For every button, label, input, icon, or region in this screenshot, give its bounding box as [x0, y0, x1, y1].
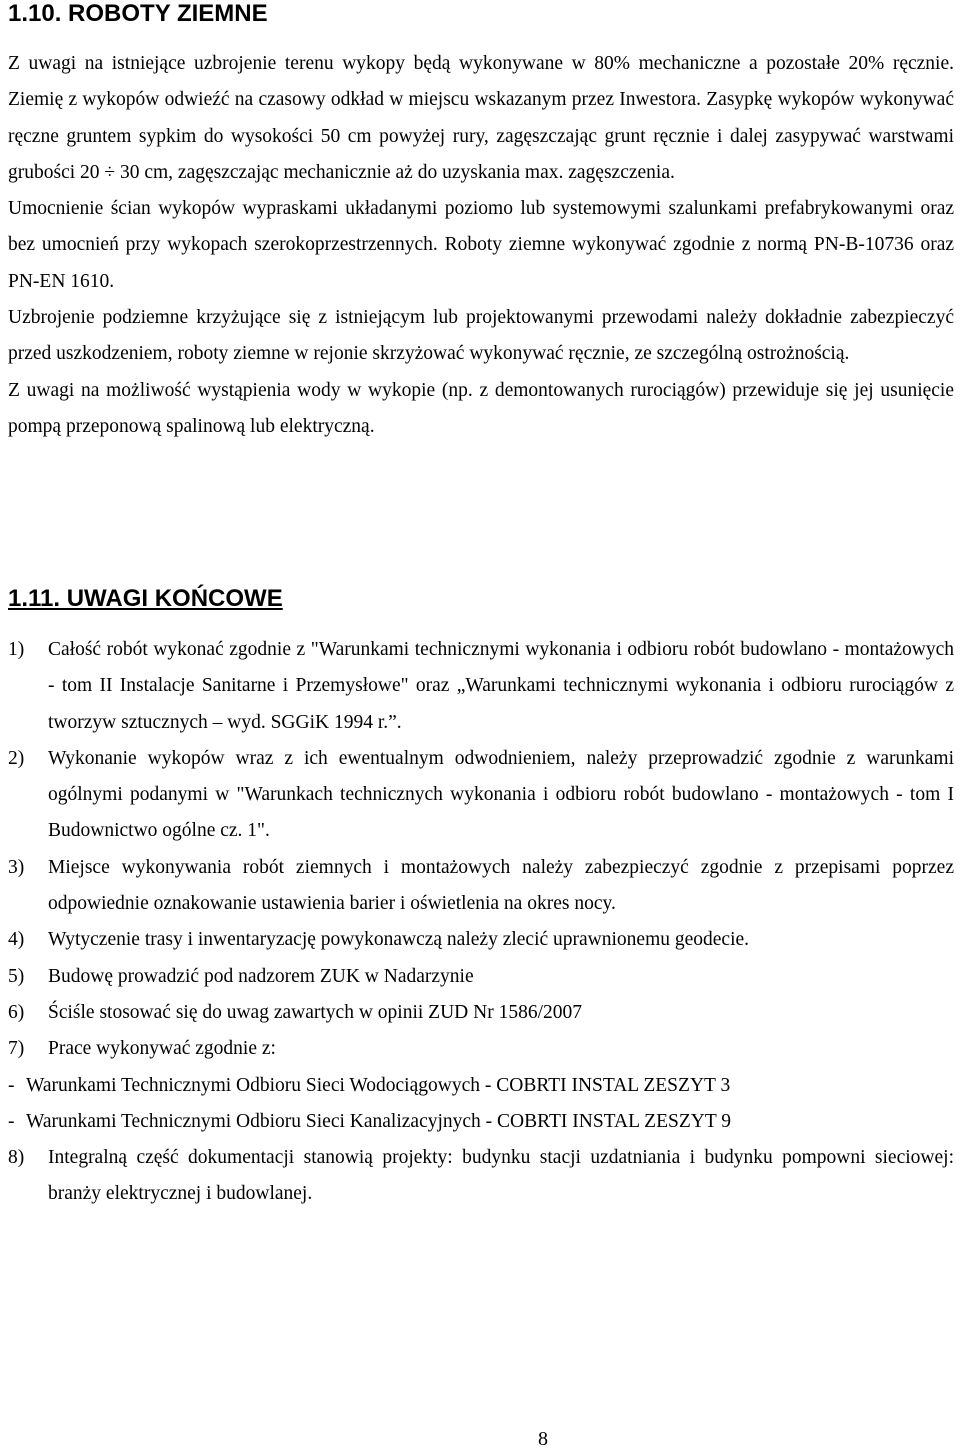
list-item	[8, 632, 954, 741]
list-number: 6)	[8, 1001, 25, 1023]
list-item	[8, 1140, 954, 1213]
list-text: Wykonanie wykopów wraz z ich ewentualnym odwodnieniem, należy przeprowadzić zgodnie z warunkami ogólnymi podanymi w "Warunkach technicznych wykonania i odbioru robót budowlano - montażowych - tom I Budownictwo ogólne cz. 1".	[48, 747, 954, 842]
list-text: Prace wykonywać zgodnie z:	[48, 1038, 276, 1060]
list-number: 2)	[8, 747, 25, 769]
list-text: Integralną część dokumentacji stanowią projekty: budynku stacji uzdatniania i budynku pompowni sieciowej: branży elektrycznej i budowlanej.	[48, 1147, 954, 1205]
list-text: Wytyczenie trasy i inwentaryzację powykonawczą należy zlecić uprawnionemu geodecie.	[48, 929, 750, 951]
list-text: Miejsce wykonywania robót ziemnych i montażowych należy zabezpieczyć zgodnie z przepisami poprzez odpowiednie oznakowanie ustawienia barier i oświetlenia na okres nocy.	[48, 856, 954, 915]
section-heading-roboty-ziemne: 1.10. ROBOTY ZIEMNE	[8, 0, 268, 27]
list-text: Ściśle stosować się do uwag zawartych w opinii ZUD Nr 1586/2007	[48, 1001, 582, 1023]
list-number: 4)	[8, 929, 25, 951]
dash-marker: -	[8, 1110, 15, 1132]
list-item	[8, 995, 954, 1031]
list-item	[8, 959, 954, 995]
numbered-list	[8, 632, 954, 1213]
section-body-roboty-ziemne	[8, 46, 954, 445]
paragraph: Z uwagi na możliwość wystąpienia wody w wykopie (np. z demontowanych rurociągów) przewiduje się jej usunięcie pompą przeponową spalinową lub elektryczną.	[8, 379, 954, 437]
dash-item	[8, 1104, 954, 1140]
dash-text: Warunkami Technicznymi Odbioru Sieci Kanalizacyjnych - COBRTI INSTAL ZESZYT 9	[26, 1110, 732, 1132]
dash-text: Warunkami Technicznymi Odbioru Sieci Wodociągowych - COBRTI INSTAL ZESZYT 3	[26, 1074, 731, 1096]
list-number: 3)	[8, 856, 25, 878]
list-text: Budowę prowadzić pod nadzorem ZUK w Nadarzynie	[48, 965, 474, 987]
paragraph: Uzbrojenie podziemne krzyżujące się z istniejącym lub projektowanymi przewodami należy dokładnie zabezpieczyć przed uszkodzeniem, roboty ziemne w rejonie skrzyżować wykonywać ręcznie, ze szczególną ostrożnością.	[8, 307, 954, 365]
paragraph: Z uwagi na istniejące uzbrojenie terenu wykopy będą wykonywane w 80% mechaniczne a pozostałe 20% ręcznie. Ziemię z wykopów odwieźć na czasowy odkład w miejscu wskazanym przez Inwestora. Zasypkę wykopów wykonywać ręczne gruntem sypkim do wysokości 50 cm powyżej rury, zagęszczając grunt ręcznie i dalej zasypywać warstwami grubości 20 ÷ 30 cm, zagęszczając mechanicznie aż do uzyskania max. zagęszczenia.	[8, 53, 954, 183]
list-number: 7)	[8, 1038, 25, 1060]
section-heading-uwagi-koncowe: 1.11. UWAGI KOŃCOWE	[8, 585, 283, 612]
list-item	[8, 741, 954, 850]
dash-marker: -	[8, 1074, 15, 1096]
list-number: 8)	[8, 1147, 25, 1169]
list-text: Całość robót wykonać zgodnie z "Warunkami technicznymi wykonania i odbioru robót budowlano - montażowych - tom II Instalacje Sanitarne i Przemysłowe" oraz „Warunkami technicznymi wykonania i odbioru rurociągów z tworzyw sztucznych – wyd. SGGiK 1994 r.”.	[48, 639, 954, 733]
list-item	[8, 850, 954, 923]
dash-item	[8, 1068, 954, 1104]
list-item	[8, 922, 954, 958]
list-item	[8, 1031, 954, 1067]
list-number: 5)	[8, 965, 25, 987]
list-number: 1)	[8, 639, 25, 660]
page-number: 8	[538, 1428, 548, 1450]
paragraph: Umocnienie ścian wykopów wypraskami układanymi poziomo lub systemowymi szalunkami prefabrykowanymi oraz bez umocnień przy wykopach szerokoprzestrzennych. Roboty ziemne wykonywać zgodnie z normą PN-B-10736 oraz PN-EN 1610.	[8, 198, 954, 292]
